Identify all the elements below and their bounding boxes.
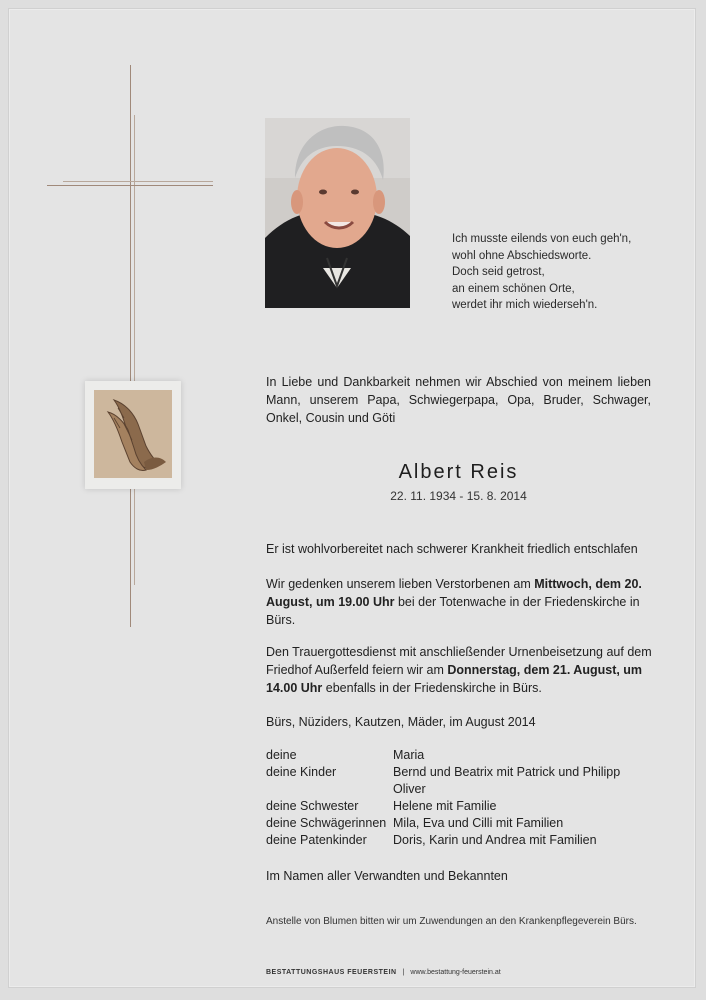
family-names: Doris, Karin und Andrea mit Familien [393,833,597,847]
funeral-pre: Den Trauergottesdienst mit anschließender Urnenbeisetzung auf dem Friedhof Außerfeld feiern wir am [266,645,652,677]
praying-hands-image [94,390,172,478]
footer [266,969,566,976]
family-names: Maria [393,748,425,762]
list-item [266,798,666,815]
family-names: Bernd und Beatrix mit Patrick und Philipp [393,765,621,779]
family-names: Oliver [393,782,426,796]
list-item [266,832,666,849]
list-item [266,815,666,832]
cross-horizontal-line-inner [63,181,213,182]
vigil-pre: Wir gedenken unserem lieben Verstorbenen am [266,577,531,591]
poem-line: an einem schönen Orte, [452,282,575,295]
family-relation: deine [266,748,297,762]
deceased-name: Albert Reis [398,461,519,483]
family-relation [266,781,393,798]
vigil-post: bei der Totenwache in der Friedenskirche in Bürs. [266,595,640,627]
vigil-text [266,575,666,629]
life-dates: 22. 11. 1934 - 15. 8. 2014 [390,489,527,503]
portrait-photo [265,118,410,308]
praying-hands-icon [85,381,181,489]
passing-text: Er ist wohlvorbereitet nach schwerer Krankheit friedlich entschlafen [266,542,638,556]
poem-line: wohl ohne Abschiedsworte. [452,249,592,262]
funeral-day: Donnerstag, dem 21. August, um 14.00 Uhr [266,663,643,695]
cross-vertical-line [130,65,131,627]
intro-text: In Liebe und Dankbarkeit nehmen wir Abschied von meinem lieben Mann, unserem Papa, Schwiegerpapa, Opa, Bruder, Schwager, Onkel, Cousin und Göti [266,375,651,425]
family-names: Mila, Eva und Cilli mit Familien [393,816,564,830]
poem [452,231,692,314]
footer-url[interactable]: www.bestattung-feuerstein.at [410,969,501,976]
family-relation: deine Patenkinder [266,833,367,847]
cross-horizontal-line [47,185,213,186]
family-relation: deine Schwester [266,799,359,813]
family-names: Helene mit Familie [393,799,497,813]
poem-line: werdet ihr mich wiederseh'n. [452,299,598,311]
funeral-post: ebenfalls in der Friedenskirche in Bürs. [325,681,542,695]
closing-text: Im Namen aller Verwandten und Bekannten [266,869,508,883]
list-item [266,764,666,781]
poem-line: Doch seid getrost, [452,266,545,278]
footer-separator: | [402,969,405,976]
list-item [266,781,666,798]
list-item [266,747,666,764]
footer-brand: BESTATTUNGSHAUS FEUERSTEIN [266,969,397,976]
family-list [266,747,666,849]
obituary-card [8,8,696,988]
place-date: Bürs, Nüziders, Kautzen, Mäder, im August 2014 [266,715,536,729]
donation-note: Anstelle von Blumen bitten wir um Zuwendungen an den Krankenpflegeverein Bürs. [266,916,637,927]
family-relation: deine Schwägerinnen [266,816,387,830]
funeral-text [266,643,666,697]
family-relation: deine Kinder [266,765,337,779]
poem-line: Ich musste eilends von euch geh'n, [452,233,632,245]
vigil-day: Mittwoch, dem 20. August, um 19.00 Uhr [266,577,642,609]
